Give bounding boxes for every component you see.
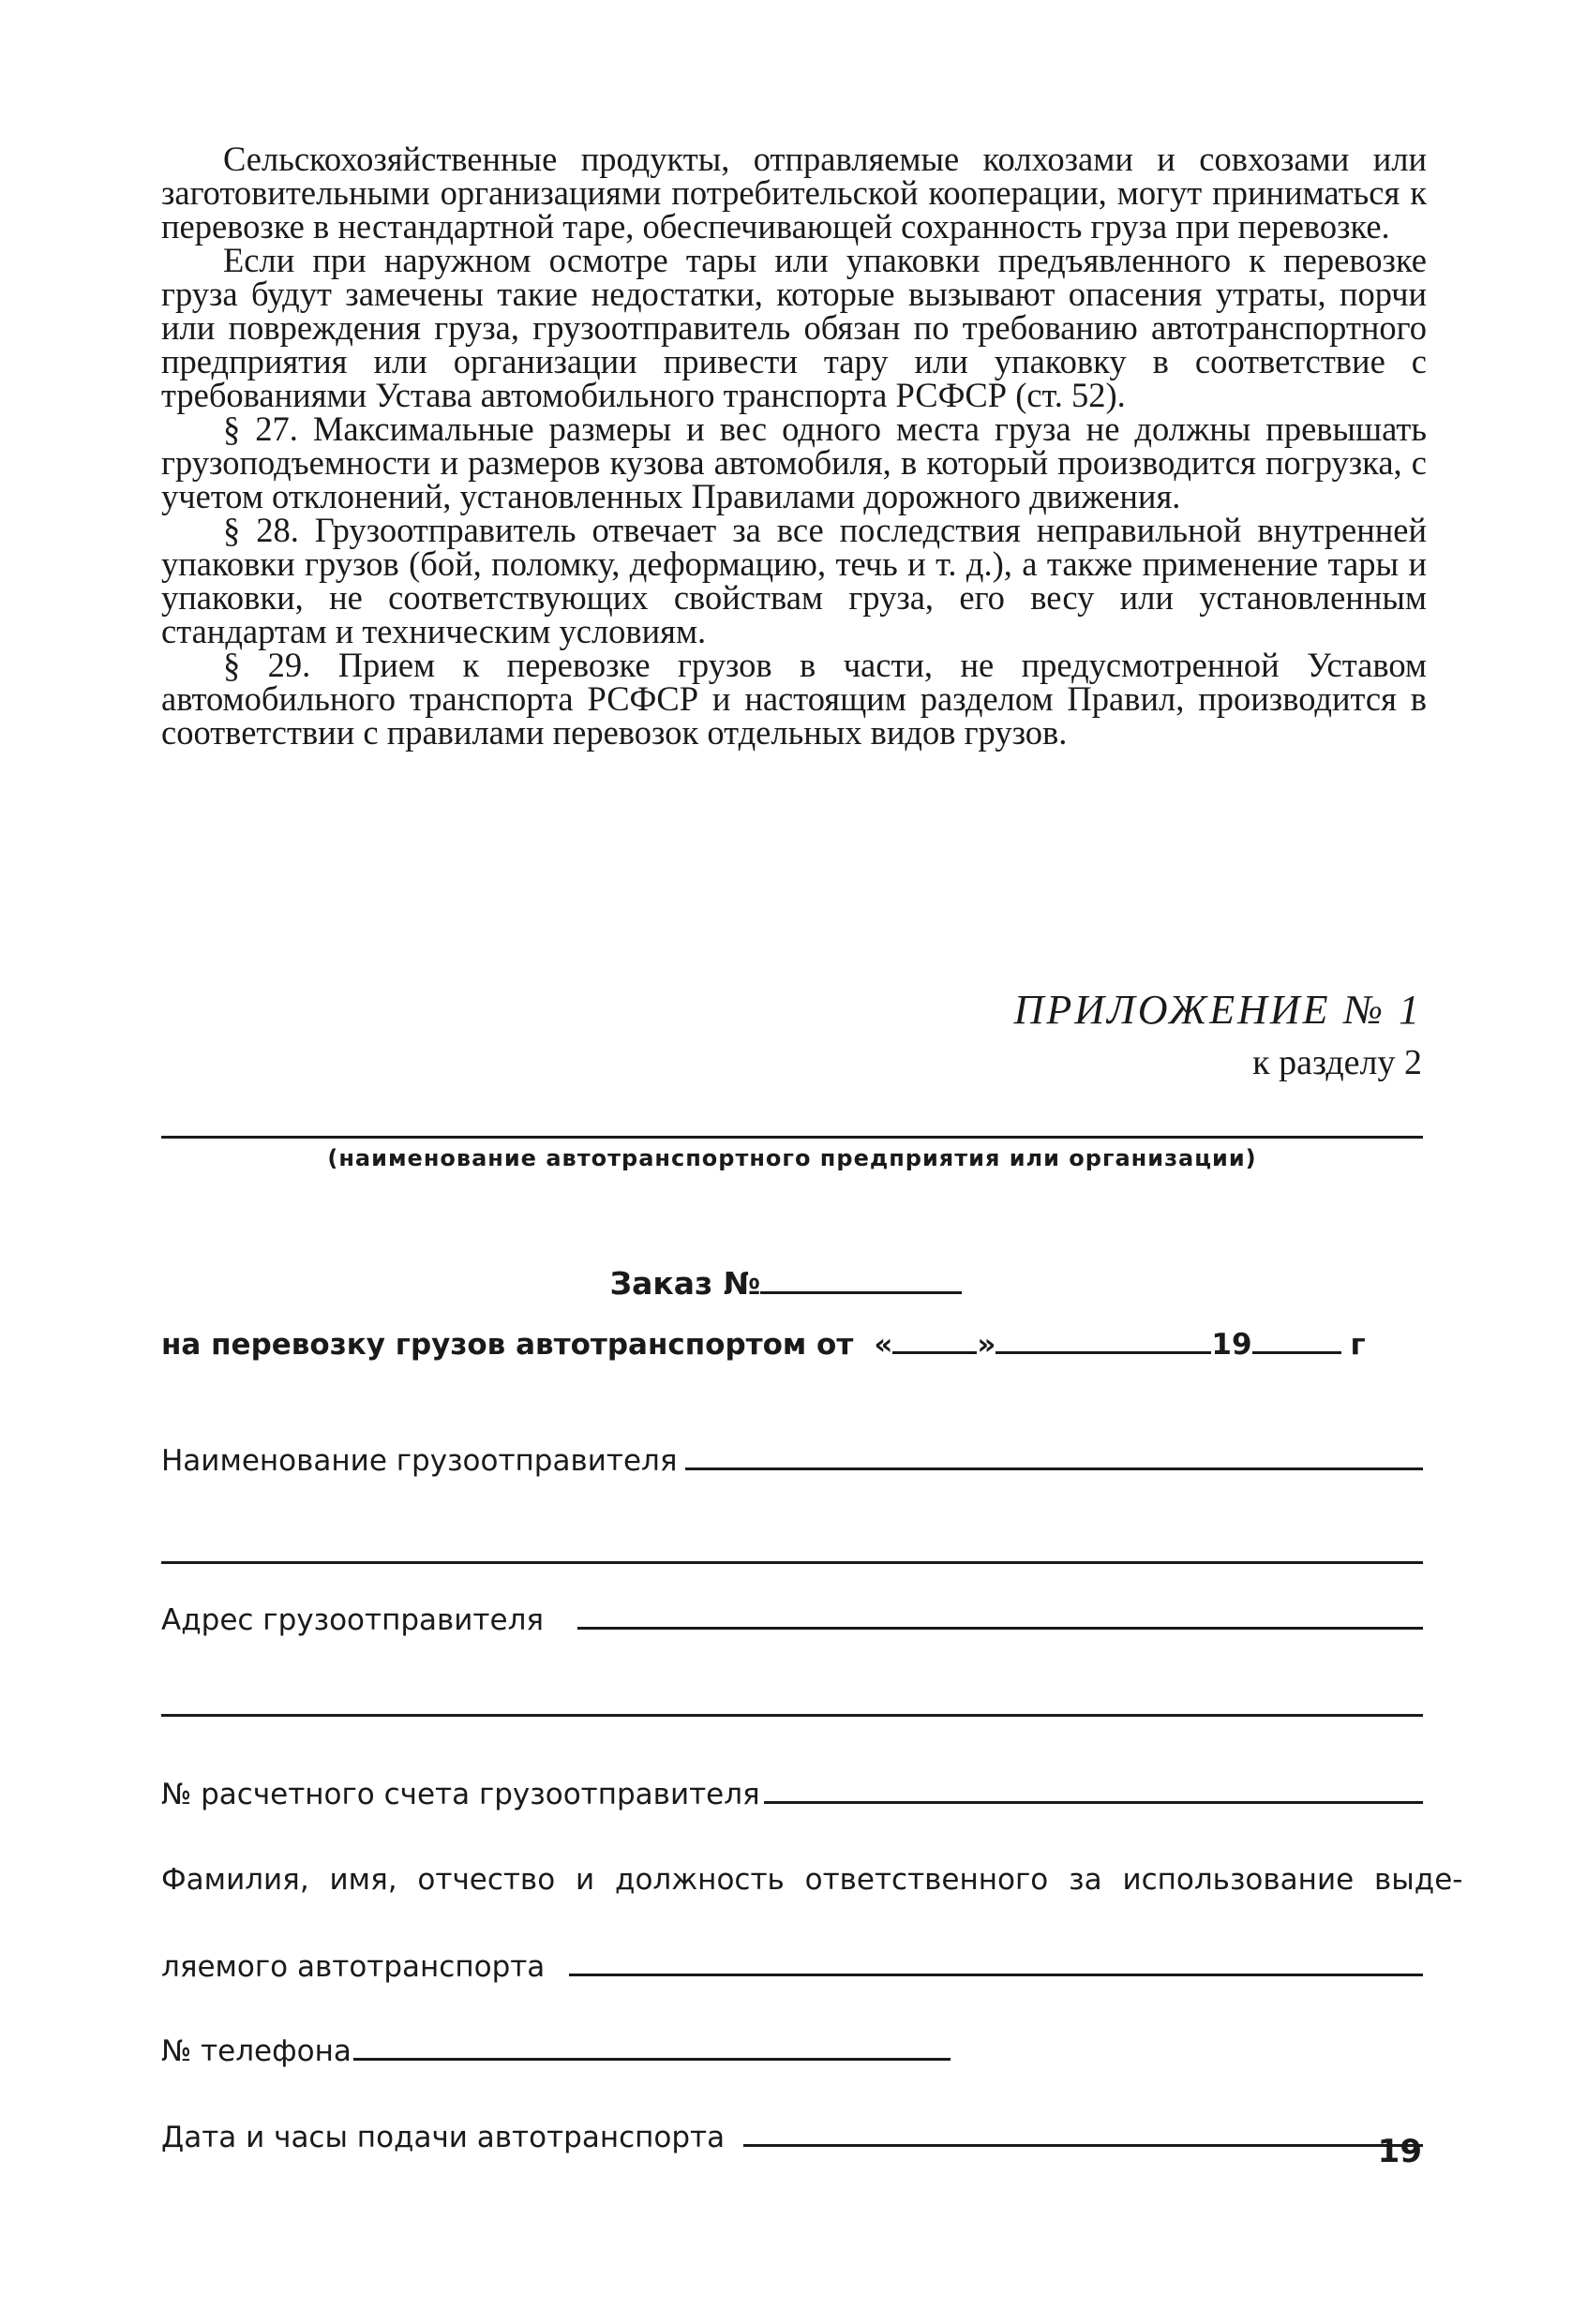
- paragraph-section-29: § 29. Прием к перевозке грузов в части, не предусмотренной Уставом автомобильного транспорта РСФСР и настоящим разделом Правил, производится в соответствии с правилами перевозок отдельных видов грузов.: [161, 646, 1427, 752]
- page-number: 19: [1377, 2133, 1422, 2170]
- organization-name-line[interactable]: [161, 1136, 1423, 1139]
- paragraph-packaging-defects: Если при наружном осмотре тары или упаковки предъявленного к перевозке груза будут замечены такие недостатки, которые вызывают опасения утраты, порчи или повреждения груза, грузоотправитель обязан по требованию автотранспортного предприятия или организации привести тару или упаковку в соответствие с требованиями Устава автомобильного транспорта РСФСР (ст. 52).: [161, 241, 1427, 414]
- organization-name-caption: (наименование автотранспортного предприятия или организации): [327, 1145, 1257, 1171]
- order-month-field[interactable]: [996, 1325, 1211, 1354]
- responsible-field[interactable]: [569, 1949, 1423, 1976]
- phone-row: [161, 2034, 951, 2068]
- appendix-subtitle: к разделу 2: [1252, 1043, 1422, 1082]
- order-title-label: Заказ №: [609, 1265, 761, 1302]
- rules-text: [161, 142, 1427, 750]
- phone-field[interactable]: [353, 2034, 951, 2061]
- order-line-prefix: на перевозку грузов автотранспортом от: [161, 1328, 854, 1362]
- account-row: [161, 1777, 1423, 1811]
- paragraph-agricultural: Сельскохозяйственные продукты, отправляемые колхозами и совхозами или заготовительными организациями потребительской кооперации, могут приниматься к перевозке в нестандартной таре, обеспечивающей сохранность груза при перевозке.: [161, 140, 1427, 246]
- phone-label: № телефона: [161, 2034, 352, 2068]
- delivery-datetime-label: Дата и часы подачи автотранспорта: [161, 2121, 726, 2154]
- shipper-name-continuation-line[interactable]: [161, 1561, 1423, 1564]
- responsible-row-1: [161, 1863, 1463, 1897]
- appendix-title: ПРИЛОЖЕНИЕ № 1: [1013, 987, 1422, 1033]
- shipper-address-continuation-line[interactable]: [161, 1714, 1423, 1717]
- shipper-name-label: Наименование грузоотправителя: [161, 1444, 678, 1478]
- order-year-field[interactable]: [1252, 1325, 1341, 1354]
- order-date-line: [161, 1325, 1423, 1362]
- shipper-address-row: [161, 1602, 1423, 1637]
- delivery-datetime-field[interactable]: [743, 2120, 1423, 2147]
- responsible-row-2: [161, 1949, 1423, 1984]
- shipper-name-field[interactable]: [685, 1443, 1424, 1470]
- paragraph-section-27: § 27. Максимальные размеры и вес одного места груза не должны превышать грузоподъемности и размеров кузова автомобиля, в который производится погрузка, с учетом отклонений, установленных Правилами дорожного движения.: [161, 410, 1427, 515]
- close-quote: »: [977, 1328, 996, 1362]
- year-suffix: г: [1350, 1328, 1366, 1362]
- year-prefix: 19: [1211, 1328, 1252, 1362]
- order-number-field[interactable]: [760, 1263, 962, 1294]
- paragraph-section-28: § 28. Грузоотправитель отвечает за все последствия неправильной внутренней упаковки грузов (бой, поломку, деформацию, течь и т. д.), а также применение тары и упаковки, не соответствующих свойствам груза, его весу или установленным стандартам и техническим условиям.: [161, 511, 1427, 650]
- account-field[interactable]: [764, 1777, 1423, 1804]
- order-day-field[interactable]: [892, 1325, 977, 1354]
- account-label: № расчетного счета грузоотправителя: [161, 1778, 760, 1811]
- shipper-address-field[interactable]: [577, 1602, 1423, 1630]
- shipper-name-row: [161, 1443, 1423, 1478]
- responsible-label-line2: ляемого автотранспорта: [161, 1950, 546, 1984]
- shipper-address-label: Адрес грузоотправителя: [161, 1603, 545, 1637]
- order-title: [0, 1263, 1572, 1302]
- open-quote: «: [874, 1328, 893, 1362]
- responsible-label-line1: Фамилия, имя, отчество и должность ответственного за использование выде-: [161, 1863, 1463, 1897]
- delivery-datetime-row: [161, 2120, 1423, 2154]
